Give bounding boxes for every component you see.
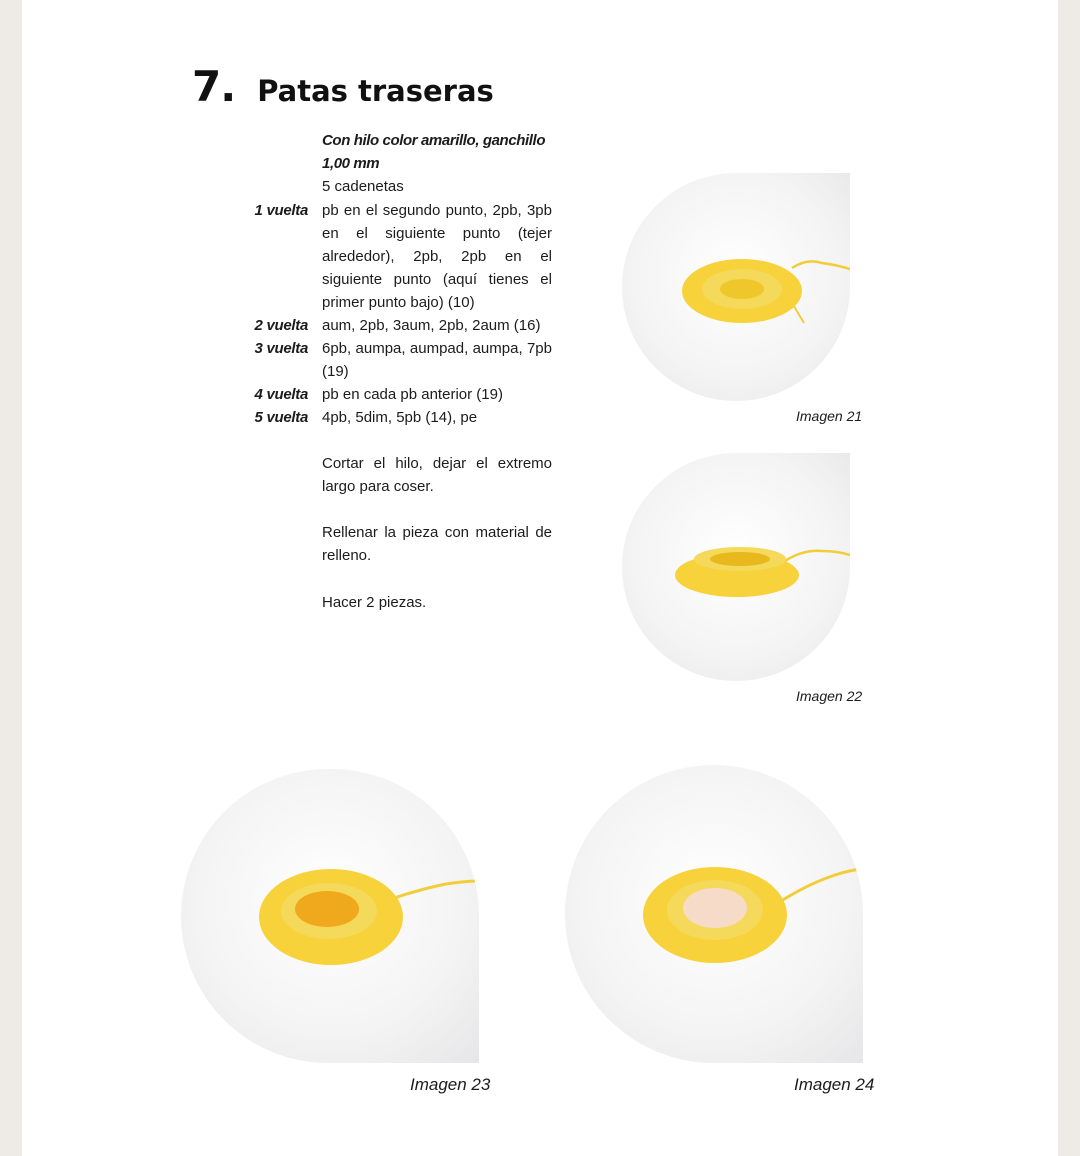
section-heading xyxy=(192,62,494,111)
round-text: 6pb, aumpa, aumpad, aumpa, 7pb (19) xyxy=(322,340,552,380)
stuffing-paragraph: Rellenar la pieza con material de relleno. xyxy=(322,524,552,564)
photo-imagen-24 xyxy=(565,765,863,1063)
cut-yarn-paragraph: Cortar el hilo, dejar el extremo largo para coser. xyxy=(322,455,552,495)
round-text: 4pb, 5dim, 5pb (14), pe xyxy=(322,409,478,426)
pieces-paragraph: Hacer 2 piezas. xyxy=(322,594,427,611)
caption-imagen-22: Imagen 22 xyxy=(796,688,863,704)
photo-imagen-23 xyxy=(181,769,479,1063)
round-label: 3 vuelta xyxy=(254,340,308,357)
caption-imagen-23: Imagen 23 xyxy=(410,1075,491,1094)
crochet-oval-flat-image xyxy=(622,173,850,401)
materials-line-1: Con hilo color amarillo, ganchillo xyxy=(322,132,546,149)
rounds-list xyxy=(222,199,562,429)
round-label: 5 vuelta xyxy=(254,409,308,426)
round-row xyxy=(222,314,562,337)
section-number: 7. xyxy=(192,62,236,111)
photo-imagen-22 xyxy=(622,453,850,681)
section-title: Patas traseras xyxy=(257,74,494,108)
round-text: pb en cada pb anterior (19) xyxy=(322,386,503,403)
materials-line-2: 1,00 mm xyxy=(322,155,380,172)
chain-count: 5 cadenetas xyxy=(322,178,404,195)
round-text: pb en el segundo punto, 2pb, 3pb en el siguiente punto (tejer alrededor), 2pb, 2pb en el siguiente punto (aquí tienes el primer punto bajo) (10) xyxy=(322,202,552,311)
crochet-oval-side-image xyxy=(622,453,850,681)
crochet-cup-image xyxy=(181,769,479,1063)
round-row xyxy=(222,337,562,383)
round-label: 1 vuelta xyxy=(254,202,308,219)
caption-imagen-21: Imagen 21 xyxy=(796,408,863,424)
round-row xyxy=(222,383,562,406)
round-label: 2 vuelta xyxy=(254,317,308,334)
photo-imagen-21 xyxy=(622,173,850,401)
document-page xyxy=(22,0,1058,1156)
materials-intro xyxy=(322,129,552,198)
round-row xyxy=(222,199,562,314)
round-row xyxy=(222,406,562,429)
round-text: aum, 2pb, 3aum, 2pb, 2aum (16) xyxy=(322,317,541,334)
caption-imagen-24: Imagen 24 xyxy=(794,1075,875,1094)
crochet-stuffed-image xyxy=(565,765,863,1063)
round-label: 4 vuelta xyxy=(254,386,308,403)
